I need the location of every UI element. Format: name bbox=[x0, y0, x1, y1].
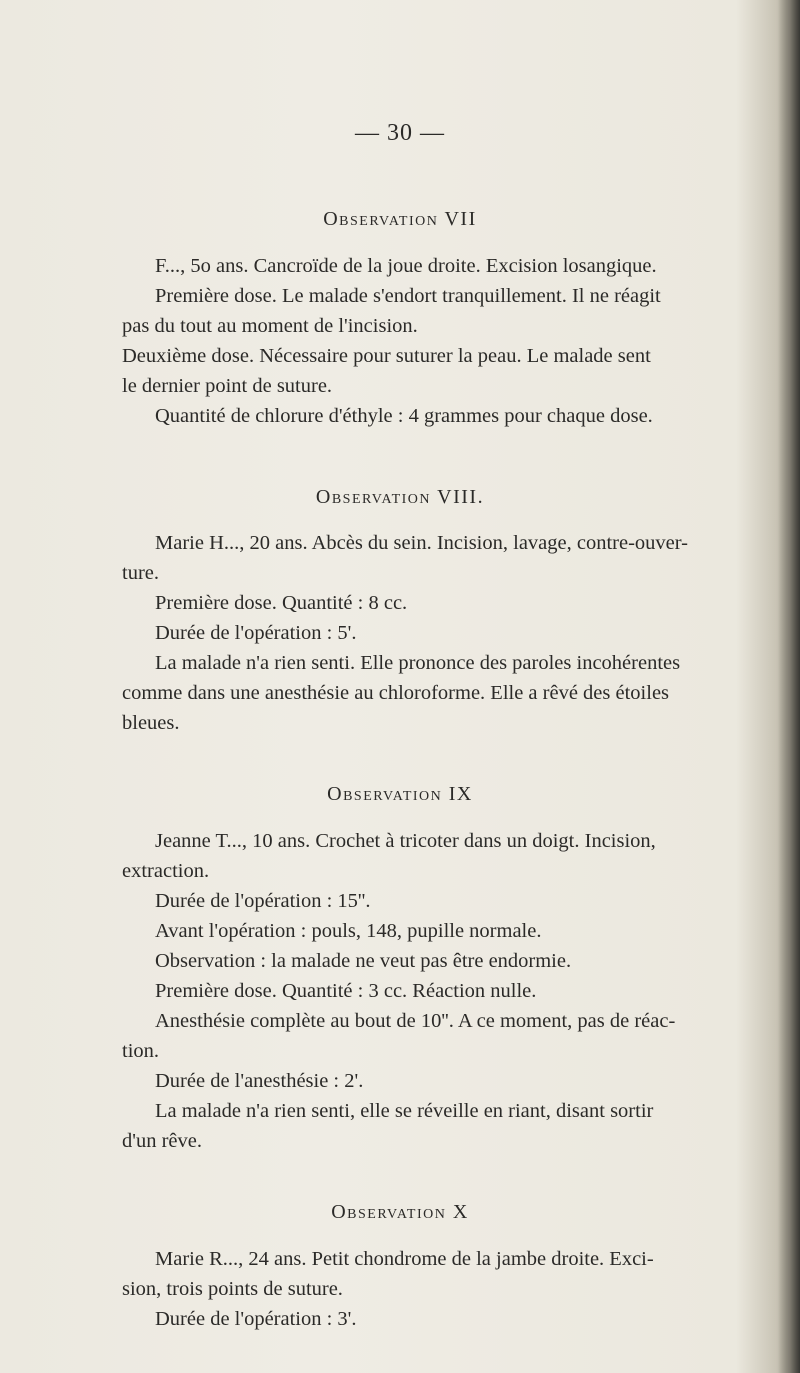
text-line: Marie R..., 24 ans. Petit chondrome de la jambe droite. Exci- bbox=[155, 1248, 654, 1270]
text-line: Avant l'opération : pouls, 148, pupille normale. bbox=[155, 920, 542, 942]
text-line: Durée de l'opération : 5'. bbox=[155, 622, 357, 644]
heading-observation-7: Observation VII bbox=[323, 208, 477, 230]
text-line: le dernier point de suture. bbox=[122, 375, 333, 397]
page-edge-shadow bbox=[778, 0, 800, 1373]
text-line: comme dans une anesthésie au chloroforme. Elle a rêvé des étoiles bbox=[122, 682, 670, 704]
text-line: Quantité de chlorure d'éthyle : 4 grammes pour chaque dose. bbox=[155, 405, 653, 427]
text-line: ture. bbox=[122, 562, 159, 584]
text-line: Première dose. Quantité : 3 cc. Réaction nulle. bbox=[155, 980, 537, 1002]
heading-observation-10: Observation X bbox=[331, 1201, 469, 1223]
text-line: F..., 5o ans. Cancroïde de la joue droite. Excision losangique. bbox=[155, 255, 657, 277]
text-line: Marie H..., 20 ans. Abcès du sein. Incision, lavage, contre-ouver- bbox=[155, 532, 688, 554]
page-number: — 30 — bbox=[355, 120, 445, 146]
heading-observation-9: Observation IX bbox=[327, 783, 473, 805]
text-line: Première dose. Le malade s'endort tranquillement. Il ne réagit bbox=[155, 285, 661, 307]
text-line: extraction. bbox=[122, 860, 210, 882]
text-line: Observation : la malade ne veut pas être endormie. bbox=[155, 950, 572, 972]
text-line: Durée de l'anesthésie : 2'. bbox=[155, 1070, 364, 1092]
text-line: La malade n'a rien senti. Elle prononce des paroles incohérentes bbox=[155, 652, 681, 674]
text-line: Deuxième dose. Nécessaire pour suturer la peau. Le malade sent bbox=[122, 345, 651, 367]
text-line: Durée de l'opération : 15''. bbox=[155, 890, 371, 912]
heading-observation-8: Observation VIII. bbox=[315, 486, 485, 508]
text-line: Anesthésie complète au bout de 10''. A ce moment, pas de réac- bbox=[155, 1010, 676, 1032]
text-line: Première dose. Quantité : 8 cc. bbox=[155, 592, 408, 614]
text-line: Durée de l'opération : 3'. bbox=[155, 1308, 357, 1330]
text-line: tion. bbox=[122, 1040, 160, 1062]
text-line: bleues. bbox=[122, 712, 180, 734]
text-line: d'un rêve. bbox=[122, 1130, 202, 1152]
text-line: La malade n'a rien senti, elle se réveille en riant, disant sortir bbox=[155, 1100, 654, 1122]
text-line: sion, trois points de suture. bbox=[122, 1278, 343, 1300]
text-line: Jeanne T..., 10 ans. Crochet à tricoter dans un doigt. Incision, bbox=[155, 830, 656, 852]
text-line: pas du tout au moment de l'incision. bbox=[122, 315, 418, 337]
